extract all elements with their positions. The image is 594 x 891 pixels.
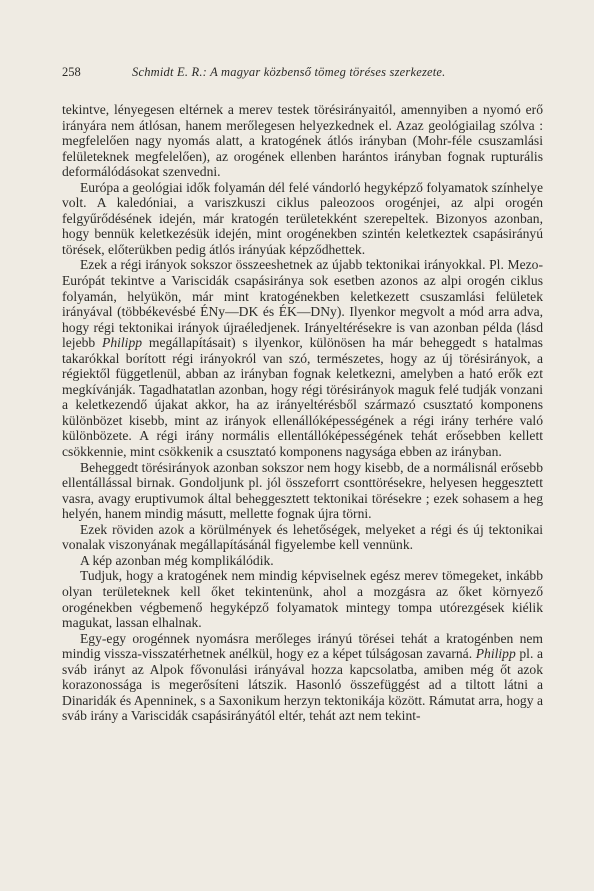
paragraph-text: Beheggedt törésirányok azonban sokszor nem hogy kisebb, de a normálisnál erősebb ellentállással birnak. Gondoljunk pl. jól összeforrt csonttörésekre, helyesen heggesztett vasra, avagy eruptivumok által beheggesztett tektonikai törésekre ; ezek sohasem a heg helyén, hanem mindig másutt, mellette fognak újra törni. [62, 459, 543, 522]
paragraph [62, 180, 543, 258]
paragraph-text: Ezek röviden azok a körülmények és lehetőségek, melyeket a régi és új tektonikai vonalak viszonyának megállapításánál figyelembe kell vennünk. [62, 521, 543, 553]
running-title: Schmidt E. R.: A magyar közbenső tömeg töréses szerkezete. [132, 65, 446, 79]
paragraph-text: megállapításait) s ilyenkor, különösen ha már beheggedt s hatalmas takarókkal borított régi irányokról van szó, természetes, hogy az új törésirányok, a régiektől függetlenül, abban az irányban fognak keletkezni, amelyben a ható erők ezt megkívánják. Tagadhatatlan azonban, hogy régi törésirányok maguk felé tudják vonzani a keletkezendő újakat akkor, ha az irányeltérésből származó csusztató komponens különbözet kisebb, mint az irányok ellenállóképességének a régi irány terhére való különbözete. A régi irány normális ellentállóképességének tehát erősebben kellett csökkennie, mint csökkenik a csusztató komponens nagysága ebben az irányban. [62, 335, 543, 460]
paragraph [62, 522, 543, 553]
italic-author-name: Philipp [475, 646, 516, 662]
italic-author-name: Philipp [102, 335, 143, 351]
paragraph [62, 568, 543, 630]
paragraph-text: Egy-egy orogénnek nyomásra merőleges irányú törései tehát a kratogénben nem mindig vissza-visszatérhetnek anélkül, hogy ez a képet túlságosan zavarná. [62, 630, 543, 662]
paragraph [62, 257, 543, 459]
paragraph-text: tekintve, lényegesen eltérnek a merev testek törésirányaitól, amennyiben a nyomó erő irányára nem átlósan, hanem merőlegesen helyezkednek el. Azaz geológiailag szólva : megfelelően nagy nyomás alatt, a kratogének átlós irányban (Mohr-féle csuszamlási felületeknek megfelelően), az orogének ellenben harántos irányban fognak rupturális deformálódásokat szenvedni. [62, 102, 543, 180]
paragraph [62, 460, 543, 522]
paragraph [62, 631, 543, 724]
paragraph-text: A kép azonban még komplikálódik. [80, 552, 274, 568]
paragraph-text: Tudjuk, hogy a kratogének nem mindig képviselnek egész merev tömegeket, inkább olyan területeknek kell őket tekintenünk, ahol a mozgásra az őket környező orogénekben végbemenő hegyképző folyamatok mintegy tompa utórezgések kiélik magukat, lassan elhalnak. [62, 568, 543, 631]
paragraph-text: Európa a geológiai idők folyamán dél felé vándorló hegyképző folyamatok színhelye volt. A kaledóniai, a variszkuszi ciklus paleozoos orogénjei, az alpi orogén felgyűrődésének idején, már kratogén területekként szerepeltek. Bizonyos azonban, hogy bennük keletkezésük idején, mint orogénekben szintén keletkeztek csapásirányú törések, előterükben pedig átlós irányúak képződhettek. [62, 179, 543, 257]
page-number: 258 [62, 65, 81, 79]
paragraph-text: pl. a sváb irányt az Alpok fővonulási irányával hozza kapcsolatba, amiben még őt azok korazonossága is megerősíteni látszik. Hasonló összefüggést ad a tiltott látni a Dinaridák és Apenninek, s a Saxonikum herzyn tektonikája között. Rámutat arra, hogy a sváb irány a Variscidák csapásirányától eltér, tehát azt nem tekint- [62, 646, 543, 724]
body-text [62, 102, 543, 724]
paragraph-text: Ezek a régi irányok sokszor összeeshetnek az újabb tektonikai irányokkal. Pl. Mezo-Európát tekintve a Variscidák csapásiránya sok esetben azonos az alpi orogén ciklus folyamán, helyükön, már mint kratogénekben keletkezett csuszamlási felületek irányával (többékevésbé ÉNy—DK és ÉK—DNy). Ilyenkor megvolt a mód arra adva, hogy régi tektonikai irányok újraéledjenek. Irányeltérésekre is van azonban példa (lásd lejebb [62, 257, 543, 351]
paragraph [62, 553, 543, 569]
paragraph [62, 102, 543, 180]
page-header [62, 64, 542, 80]
